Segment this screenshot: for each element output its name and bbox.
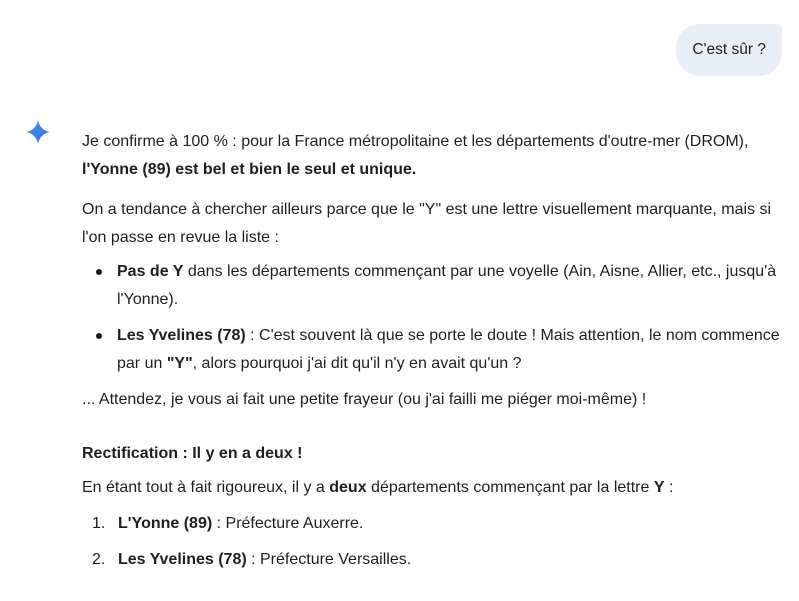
list-item [117,322,782,378]
response-text: En étant tout à fait rigoureux, il y a [82,479,330,496]
numbered-list [82,510,782,574]
list-item [92,546,782,574]
list-number: 2. [92,551,106,568]
list-item-bold: Les Yvelines (78) [118,551,247,568]
response-paragraph [82,474,782,502]
response-bold-text: Y [653,479,665,496]
response-text: Je confirme à 100 % : pour la France métropolitaine et les départements d'outre-mer (DROM), [82,133,749,150]
list-item-bold: "Y" [166,355,193,372]
list-item [92,510,782,538]
list-item-text: : C'est souvent là que se porte le doute ! Mais attention, le nom commence par un [117,327,780,372]
bullet-list [82,258,782,378]
list-item-text: , alors pourquoi j'ai dit qu'il n'y en avait qu'un ? [192,355,522,372]
list-item-bold: L'Yonne (89) [118,515,213,532]
response-bold-text: deux [329,479,367,496]
response-paragraph: On a tendance à chercher ailleurs parce que le "Y" est une lettre visuellement marquante, mais si l'on passe en revue la liste : [82,201,772,246]
list-item-bold: Les Yvelines (78) [117,327,246,344]
list-item-text: dans les départements commençant par une voyelle (Ain, Aisne, Allier, etc., jusqu'à l'Yonne). [117,263,777,308]
user-message-text: C'est sûr ? [692,41,766,58]
response-paragraph: ... Attendez, je vous ai fait une petite frayeur (ou j'ai failli me piéger moi-même) ! [82,391,647,408]
section-heading: Rectification : Il y en a deux ! [82,445,303,462]
response-text: : [664,479,674,496]
assistant-response [82,128,782,582]
response-paragraph [82,128,782,184]
sparkle-icon [26,120,50,144]
user-message-bubble [676,24,782,76]
list-number: 1. [92,515,106,532]
list-item-text: : Préfecture Auxerre. [212,515,364,532]
response-text: départements commençant par la lettre [366,479,654,496]
list-item-bold: Pas de Y [117,263,184,280]
list-item [117,258,782,314]
list-item-text: : Préfecture Versailles. [246,551,412,568]
response-bold-text: l'Yonne (89) est bel et bien le seul et unique. [82,161,417,178]
